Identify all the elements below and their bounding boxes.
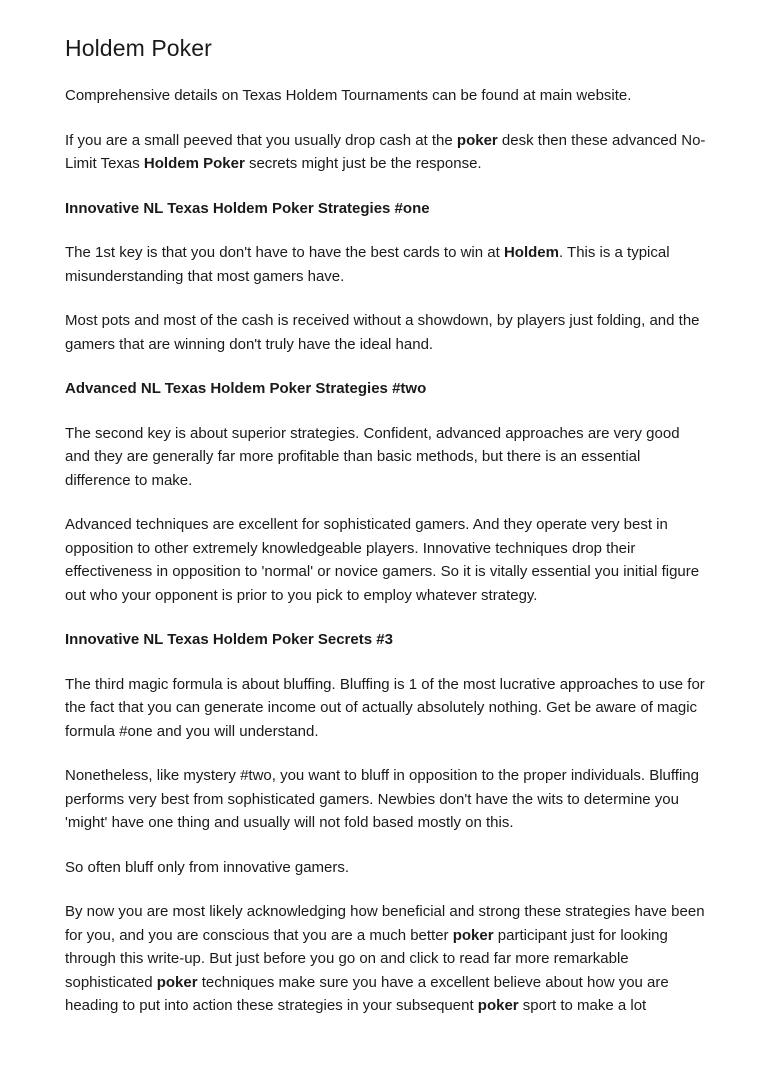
text-segment: Innovative NL Texas Holdem Poker Strategies #one bbox=[65, 199, 430, 217]
body-paragraph bbox=[65, 84, 708, 108]
keyword-emphasis: poker bbox=[477, 997, 519, 1014]
text-segment: desk then these advanced No-Limit Texas bbox=[65, 131, 706, 172]
text-segment: techniques make sure you have a excellent believe about how you are heading to put into action these strategies in your subsequent bbox=[65, 973, 669, 1014]
keyword-emphasis: Holdem Poker bbox=[143, 155, 245, 172]
text-segment: The third magic formula is about bluffing. Bluffing is 1 of the most lucrative approaches to use for the fact that you can generate income out of actually absolutely nothing. Get be aware of magic formula #one and you will understand. bbox=[65, 675, 705, 740]
text-segment: Most pots and most of the cash is received without a showdown, by players just folding, and the gamers that are winning don't truly have the ideal hand. bbox=[65, 312, 700, 353]
text-segment: So often bluff only from innovative gamers. bbox=[65, 858, 350, 876]
section-heading bbox=[65, 628, 708, 652]
body-paragraph bbox=[65, 673, 708, 744]
body-paragraph bbox=[65, 241, 708, 288]
text-segment: Advanced NL Texas Holdem Poker Strategies #two bbox=[65, 380, 427, 397]
text-segment: Nonetheless, like mystery #two, you want to bluff in opposition to the proper individuals. Bluffing performs very best from sophisticated gamers. Newbies don't have the wits to determine you 'might' have one thing and usually will not fold based mostly on this. bbox=[65, 767, 699, 831]
keyword-emphasis: poker bbox=[156, 973, 198, 991]
text-segment: sport to make a lot bbox=[518, 997, 647, 1014]
text-segment: The 1st key is that you don't have to have the best cards to win at bbox=[65, 244, 504, 261]
body-paragraph bbox=[65, 309, 708, 356]
text-segment: . This is a typical misunderstanding that most gamers have. bbox=[65, 244, 670, 285]
text-segment: If you are a small peeved that you usually drop cash at the bbox=[65, 131, 457, 149]
body-paragraph bbox=[65, 856, 708, 880]
text-segment: The second key is about superior strategies. Confident, advanced approaches are very good and they are generally far more profitable than basic methods, but there is an essential difference to make. bbox=[65, 424, 680, 489]
text-segment: Advanced techniques are excellent for sophisticated gamers. And they operate very best in opposition to other extremely knowledgeable players. Innovative techniques drop their effectiveness in opposition to 'normal' or novice gamers. So it is vitally essential you initial figure out who your opponent is prior to you pick to employ whatever strategy. bbox=[65, 516, 700, 604]
text-segment: By now you are most likely acknowledging how beneficial and strong these strategies have been for you, and you are conscious that you are a much better bbox=[65, 903, 705, 944]
keyword-emphasis: Holdem bbox=[503, 244, 559, 261]
body-paragraph bbox=[65, 129, 708, 176]
keyword-emphasis: poker bbox=[452, 926, 494, 944]
body-paragraph bbox=[65, 513, 708, 607]
text-segment: participant just for looking through this write-up. But just before you go on and click to read far more remarkable sophisticated bbox=[65, 926, 668, 991]
page-title: Holdem Poker bbox=[65, 35, 212, 61]
section-heading bbox=[65, 377, 708, 401]
text-segment: Innovative NL Texas Holdem Poker Secrets #3 bbox=[65, 631, 393, 648]
document-body bbox=[65, 84, 708, 1018]
keyword-emphasis: poker bbox=[456, 131, 498, 149]
section-heading bbox=[65, 197, 708, 221]
text-segment: secrets might just be the response. bbox=[244, 155, 482, 172]
body-paragraph bbox=[65, 900, 708, 1018]
body-paragraph bbox=[65, 422, 708, 493]
body-paragraph bbox=[65, 764, 708, 835]
text-segment: Comprehensive details on Texas Holdem Tournaments can be found at main website. bbox=[65, 87, 632, 104]
